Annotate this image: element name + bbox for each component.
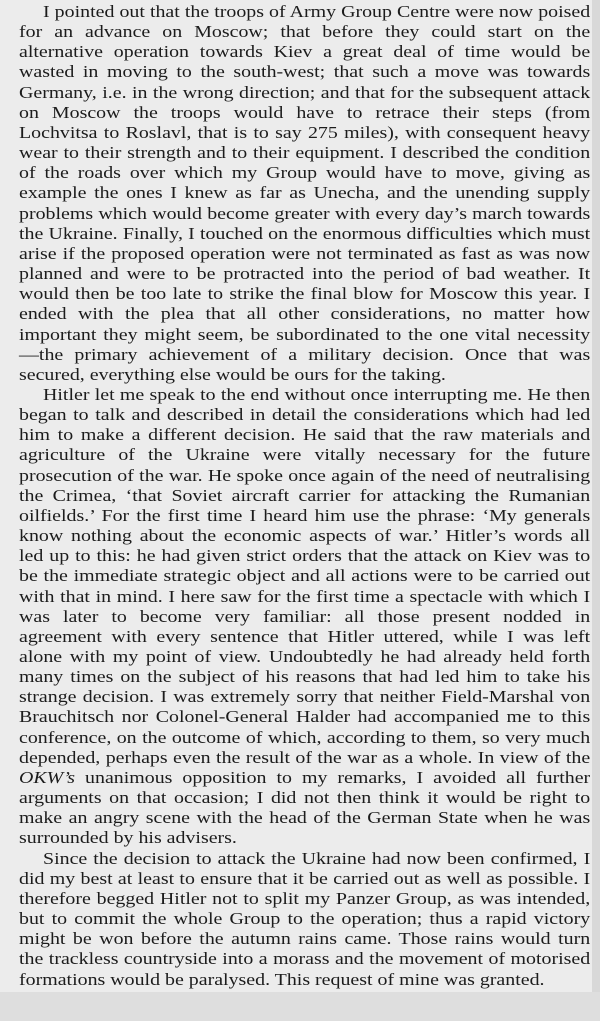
page-edge-shadow	[592, 0, 600, 992]
paragraph-1	[19, 2, 590, 385]
paragraph-2	[19, 385, 590, 849]
paragraph-3-text: Since the decision to attack the Ukraine had now been confirmed, I did my best at least to ensure that it be carried out as well as possible. I therefore begged Hitler not to split my Panzer Group, as was intended, but to commit the whole Group to the operation; thus a rapid victory might be won before the autumn rains came. Those rains would turn the trackless countryside into a morass and the movement of motorised formations would be paralysed. This request of mine was granted.	[19, 848, 591, 989]
paragraph-2-text-b: unanimous opposition to my remarks, I avoided all further arguments on that occasion; I did not then think it would be right to make an angry scene with the head of the German State when he was surrounded by his advisers.	[19, 767, 591, 848]
okw-italic-term: OKW’s	[19, 767, 76, 787]
page-bottom-margin	[0, 992, 600, 1021]
paragraph-2-text-a: Hitler let me speak to the end without once interrupting me. He then began to talk and described in detail the considerations which had led him to make a different decision. He said that the raw materials and agriculture of the Ukraine were vitally necessary for the future prosecution of the war. He spoke once again of the need of neutralising the Crimea, ‘that Soviet aircraft carrier for attacking the Rumanian oilfields.’ For the first time I heard him use the phrase: ‘My generals know nothing about the economic aspects of war.’ Hitler’s words all led up to this: he had given strict orders that the attack on Kiev was to be the immediate strategic object and all actions were to be carried out with that in mind. I here saw for the first time a spectacle with which I was later to become very familiar: all those present nodded in agreement with every sentence that Hitler uttered, while I was left alone with my point of view. Undoubtedly he had already held forth many times on the subject of his reasons that had led him to take his strange decision. I was extremely sorry that neither Field-Marshal von Brauchitsch nor Colonel-General Halder had accompanied me to this conference, on the outcome of which, according to them, so very much depended, perhaps even the result of the war as a whole. In view of the	[19, 384, 591, 767]
paragraph-3	[19, 849, 590, 990]
body-text	[19, 2, 590, 990]
paragraph-1-text: I pointed out that the troops of Army Group Centre were now poised for an advance on Moscow; that before they could start on the alternative operation towards Kiev a great deal of time would be wasted in moving to the south-west; that such a move was towards Germany, i.e. in the wrong direction; and that for the subsequent attack on Moscow the troops would have to retrace their steps (from Lochvitsa to Roslavl, that is to say 275 miles), with consequent heavy wear to their strength and to their equipment. I described the condition of the roads over which my Group would have to move, giving as example the ones I knew as far as Unecha, and the unending supply problems which would become greater with every day’s march towards the Ukraine. Finally, I touched on the enormous difficulties which must arise if the proposed operation were not terminated as fast as was now planned and were to be protracted into the period of bad weather. It would then be too late to strike the final blow for Moscow this year. I ended with the plea that all other considerations, no matter how important they might seem, be subordinated to the one vital necessity—the primary achievement of a military decision. Once that was secured, everything else would be ours for the taking.	[19, 2, 591, 384]
